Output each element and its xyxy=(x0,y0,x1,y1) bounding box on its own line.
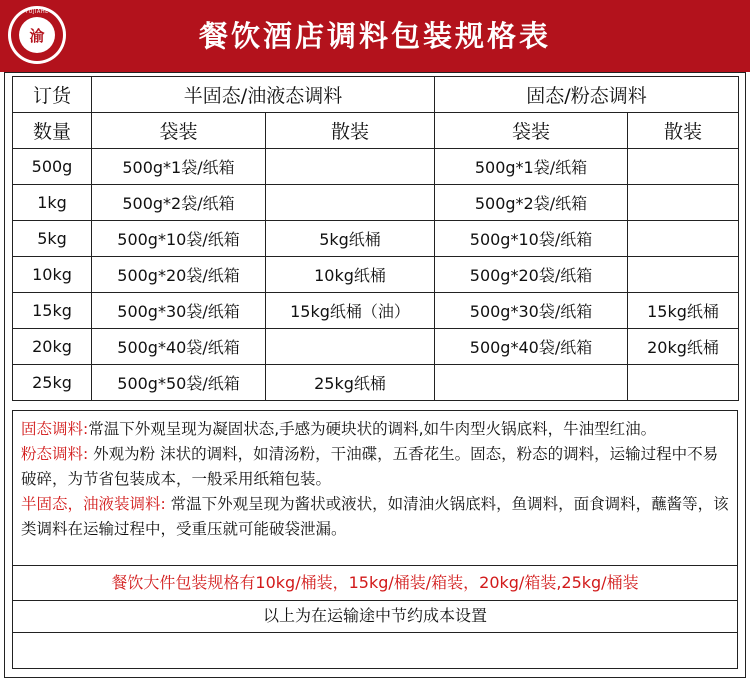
header-row-2 xyxy=(13,113,739,149)
blank-row xyxy=(12,633,738,669)
bag1-cell: 500g*30袋/纸箱 xyxy=(92,293,266,329)
qty-cell: 25kg xyxy=(13,365,92,401)
note-powder xyxy=(21,442,729,492)
header-row-1 xyxy=(13,77,739,113)
bulk1-cell: 25kg纸桶 xyxy=(266,365,435,401)
note-powder-text: 外观为粉 沫状的调料，如清汤粉，干油碟，五香花生。固态，粉态的调料，运输过程中不易破碎，为节省包装成本，一般采用纸箱包装。 xyxy=(21,445,719,488)
bulk1-cell: 15kg纸桶（油） xyxy=(266,293,435,329)
bag1-cell: 500g*1袋/纸箱 xyxy=(92,149,266,185)
bulk-header-1: 散装 xyxy=(266,113,435,149)
bag2-cell xyxy=(435,365,628,401)
bag2-cell: 500g*30袋/纸箱 xyxy=(435,293,628,329)
note-semi-text: 常温下外观呈现为酱状或液状，如清油火锅底料，鱼调料，面食调料，蘸酱等，该类调料在运输过程中，受重压就可能破袋泄漏。 xyxy=(21,495,729,538)
bag1-cell: 500g*50袋/纸箱 xyxy=(92,365,266,401)
bag2-cell: 500g*2袋/纸箱 xyxy=(435,185,628,221)
bag1-cell: 500g*20袋/纸箱 xyxy=(92,257,266,293)
bulk2-cell xyxy=(628,185,739,221)
large-packaging-note: 餐饮大件包装规格有10kg/桶装，15kg/桶装/箱装，20kg/箱装,25kg/桶装 xyxy=(12,566,738,601)
table-row xyxy=(13,221,739,257)
table-row xyxy=(13,365,739,401)
table-row xyxy=(13,257,739,293)
bulk2-cell: 15kg纸桶 xyxy=(628,293,739,329)
logo-mark: 渝 xyxy=(29,26,45,45)
notes-box xyxy=(12,410,738,566)
note-solid xyxy=(21,417,729,442)
bulk1-cell xyxy=(266,329,435,365)
note-solid-label: 固态调料: xyxy=(21,420,89,438)
note-solid-text: 常温下外观呈现为凝固状态,手感为硬块状的调料,如牛肉型火锅底料，牛油型红油。 xyxy=(88,420,657,438)
cost-note: 以上为在运输途中节约成本设置 xyxy=(12,601,738,633)
table-row xyxy=(13,185,739,221)
bag-header-2: 袋装 xyxy=(435,113,628,149)
qty-cell: 5kg xyxy=(13,221,92,257)
bulk1-cell xyxy=(266,149,435,185)
page-title: 餐饮酒店调料包装规格表 xyxy=(198,19,551,53)
qty-cell: 1kg xyxy=(13,185,92,221)
bulk-header-2: 散装 xyxy=(628,113,739,149)
bulk1-cell xyxy=(266,185,435,221)
table-row xyxy=(13,149,739,185)
note-semi-label: 半固态，油液装调料: xyxy=(21,495,166,513)
qty-cell: 500g xyxy=(13,149,92,185)
bulk2-cell xyxy=(628,257,739,293)
note-semi xyxy=(21,492,729,542)
bag2-cell: 500g*40袋/纸箱 xyxy=(435,329,628,365)
bag1-cell: 500g*10袋/纸箱 xyxy=(92,221,266,257)
spec-table xyxy=(12,76,739,401)
bulk1-cell: 5kg纸桶 xyxy=(266,221,435,257)
bag1-cell: 500g*40袋/纸箱 xyxy=(92,329,266,365)
qty-cell: 15kg xyxy=(13,293,92,329)
table-row xyxy=(13,293,739,329)
bulk2-cell xyxy=(628,149,739,185)
table-row xyxy=(13,329,739,365)
order-header: 订货 xyxy=(13,77,92,113)
solid-powder-header: 固态/粉态调料 xyxy=(435,77,739,113)
semi-liquid-header: 半固态/油液态调料 xyxy=(92,77,435,113)
bulk2-cell xyxy=(628,365,739,401)
bag1-cell: 500g*2袋/纸箱 xyxy=(92,185,266,221)
qty-cell: 10kg xyxy=(13,257,92,293)
title-banner xyxy=(0,0,750,72)
bulk2-cell xyxy=(628,221,739,257)
bulk1-cell: 10kg纸桶 xyxy=(266,257,435,293)
note-powder-label: 粉态调料: xyxy=(21,445,89,463)
logo-text: TUJIAHE xyxy=(25,9,49,15)
quantity-header: 数量 xyxy=(13,113,92,149)
bag2-cell: 500g*10袋/纸箱 xyxy=(435,221,628,257)
qty-cell: 20kg xyxy=(13,329,92,365)
bag2-cell: 500g*1袋/纸箱 xyxy=(435,149,628,185)
bag-header-1: 袋装 xyxy=(92,113,266,149)
bulk2-cell: 20kg纸桶 xyxy=(628,329,739,365)
bag2-cell: 500g*20袋/纸箱 xyxy=(435,257,628,293)
